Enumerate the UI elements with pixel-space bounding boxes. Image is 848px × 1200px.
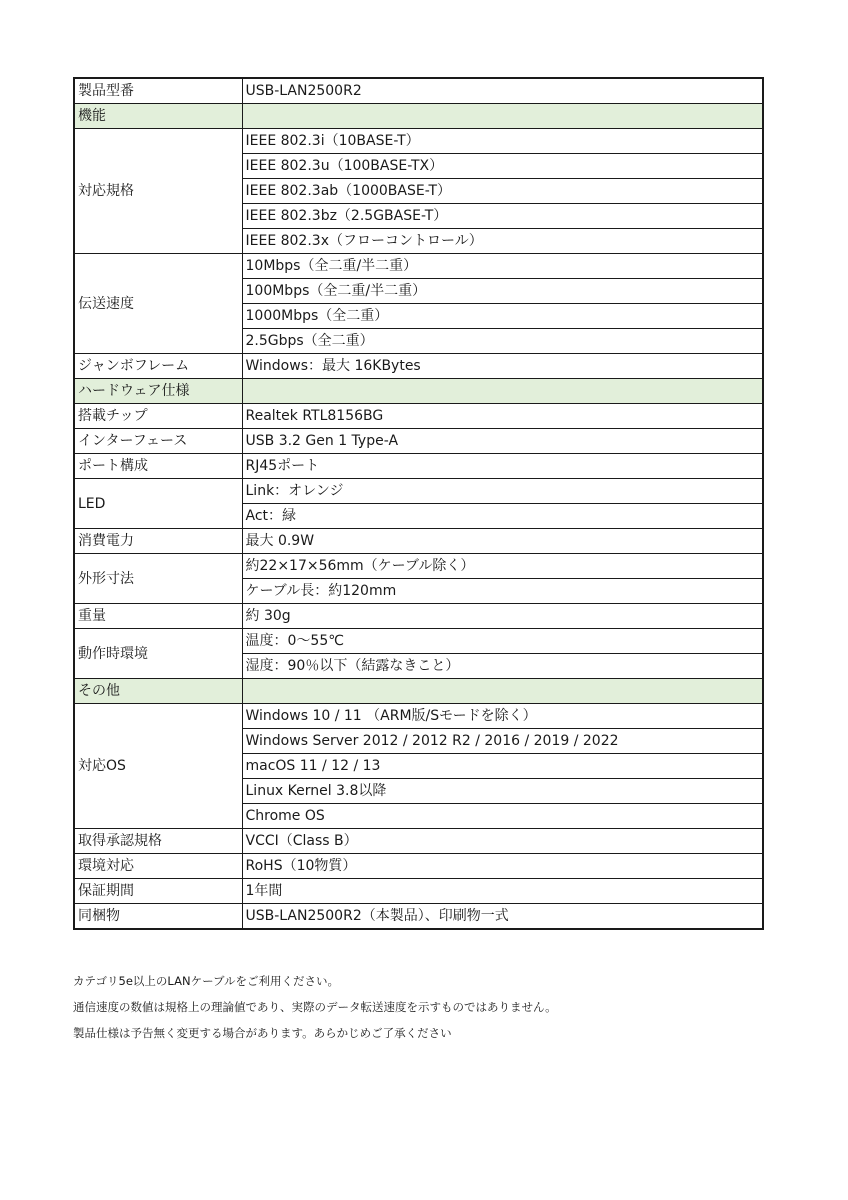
spec-row: [74, 879, 763, 904]
spec-row: [74, 404, 763, 429]
spec-label: 消費電力: [74, 529, 242, 554]
spec-row: [74, 704, 763, 729]
spec-value: USB-LAN2500R2: [242, 78, 763, 104]
spec-value: Windows Server 2012 / 2012 R2 / 2016 / 2019 / 2022: [242, 729, 763, 754]
spec-row: [74, 554, 763, 579]
spec-value: ケーブル長：約120mm: [242, 579, 763, 604]
spec-value: Windows 10 / 11 （ARM版/Sモードを除く）: [242, 704, 763, 729]
spec-row: [74, 529, 763, 554]
notes: [73, 968, 773, 1046]
spec-value: IEEE 802.3u（100BASE-TX）: [242, 154, 763, 179]
spec-value: 100Mbps（全二重/半二重）: [242, 279, 763, 304]
spec-value: 1年間: [242, 879, 763, 904]
spec-row: [74, 854, 763, 879]
spec-label: 搭載チップ: [74, 404, 242, 429]
spec-value: IEEE 802.3ab（1000BASE-T）: [242, 179, 763, 204]
spec-label: ポート構成: [74, 454, 242, 479]
note-line: 通信速度の数値は規格上の理論値であり、実際のデータ転送速度を示すものではありません。: [73, 1000, 557, 1014]
spec-row: [74, 629, 763, 654]
note-line: カテゴリ5e以上のLANケーブルをご利用ください。: [73, 974, 340, 988]
spec-label: 外形寸法: [74, 554, 242, 604]
spec-row: [74, 354, 763, 379]
spec-row: [74, 454, 763, 479]
spec-value: USB-LAN2500R2（本製品）、印刷物一式: [242, 904, 763, 930]
spec-value: VCCI（Class B）: [242, 829, 763, 854]
spec-value: [242, 679, 763, 704]
spec-value: Act：緑: [242, 504, 763, 529]
section-label: ハードウェア仕様: [74, 379, 242, 404]
spec-row: [74, 429, 763, 454]
spec-label: LED: [74, 479, 242, 529]
spec-value: [242, 379, 763, 404]
section-row: [74, 379, 763, 404]
spec-value: RJ45ポート: [242, 454, 763, 479]
spec-label: 環境対応: [74, 854, 242, 879]
spec-label: ジャンボフレーム: [74, 354, 242, 379]
spec-table: [73, 77, 764, 930]
spec-label: 対応規格: [74, 129, 242, 254]
spec-value: 10Mbps（全二重/半二重）: [242, 254, 763, 279]
spec-table-body: [74, 78, 763, 929]
spec-label: 保証期間: [74, 879, 242, 904]
spec-row: [74, 829, 763, 854]
spec-row: [74, 604, 763, 629]
spec-value: 最大 0.9W: [242, 529, 763, 554]
spec-value: RoHS（10物質）: [242, 854, 763, 879]
spec-label: 動作時環境: [74, 629, 242, 679]
section-row: [74, 679, 763, 704]
spec-value: 約 30g: [242, 604, 763, 629]
spec-row: [74, 479, 763, 504]
spec-value: Link：オレンジ: [242, 479, 763, 504]
section-label: その他: [74, 679, 242, 704]
spec-row: [74, 78, 763, 104]
spec-value: 湿度：90％以下（結露なきこと）: [242, 654, 763, 679]
spec-value: Realtek RTL8156BG: [242, 404, 763, 429]
spec-label: 同梱物: [74, 904, 242, 930]
note-line: 製品仕様は予告無く変更する場合があります。あらかじめご了承ください: [73, 1026, 452, 1040]
spec-label: 伝送速度: [74, 254, 242, 354]
spec-label: 重量: [74, 604, 242, 629]
section-row: [74, 104, 763, 129]
spec-value: Linux Kernel 3.8以降: [242, 779, 763, 804]
spec-value: Windows：最大 16KBytes: [242, 354, 763, 379]
spec-value: IEEE 802.3bz（2.5GBASE-T）: [242, 204, 763, 229]
spec-label: 製品型番: [74, 78, 242, 104]
spec-row: [74, 129, 763, 154]
spec-row: [74, 254, 763, 279]
spec-value: IEEE 802.3x（フローコントロール）: [242, 229, 763, 254]
spec-value: 2.5Gbps（全二重）: [242, 329, 763, 354]
spec-value: [242, 104, 763, 129]
spec-label: 取得承認規格: [74, 829, 242, 854]
spec-value: Chrome OS: [242, 804, 763, 829]
spec-row: [74, 904, 763, 930]
section-label: 機能: [74, 104, 242, 129]
spec-label: インターフェース: [74, 429, 242, 454]
spec-value: 約22×17×56mm（ケーブル除く）: [242, 554, 763, 579]
spec-label: 対応OS: [74, 704, 242, 829]
spec-value: macOS 11 / 12 / 13: [242, 754, 763, 779]
spec-value: 温度：0～55℃: [242, 629, 763, 654]
spec-value: USB 3.2 Gen 1 Type-A: [242, 429, 763, 454]
spec-value: IEEE 802.3i（10BASE-T）: [242, 129, 763, 154]
spec-value: 1000Mbps（全二重）: [242, 304, 763, 329]
